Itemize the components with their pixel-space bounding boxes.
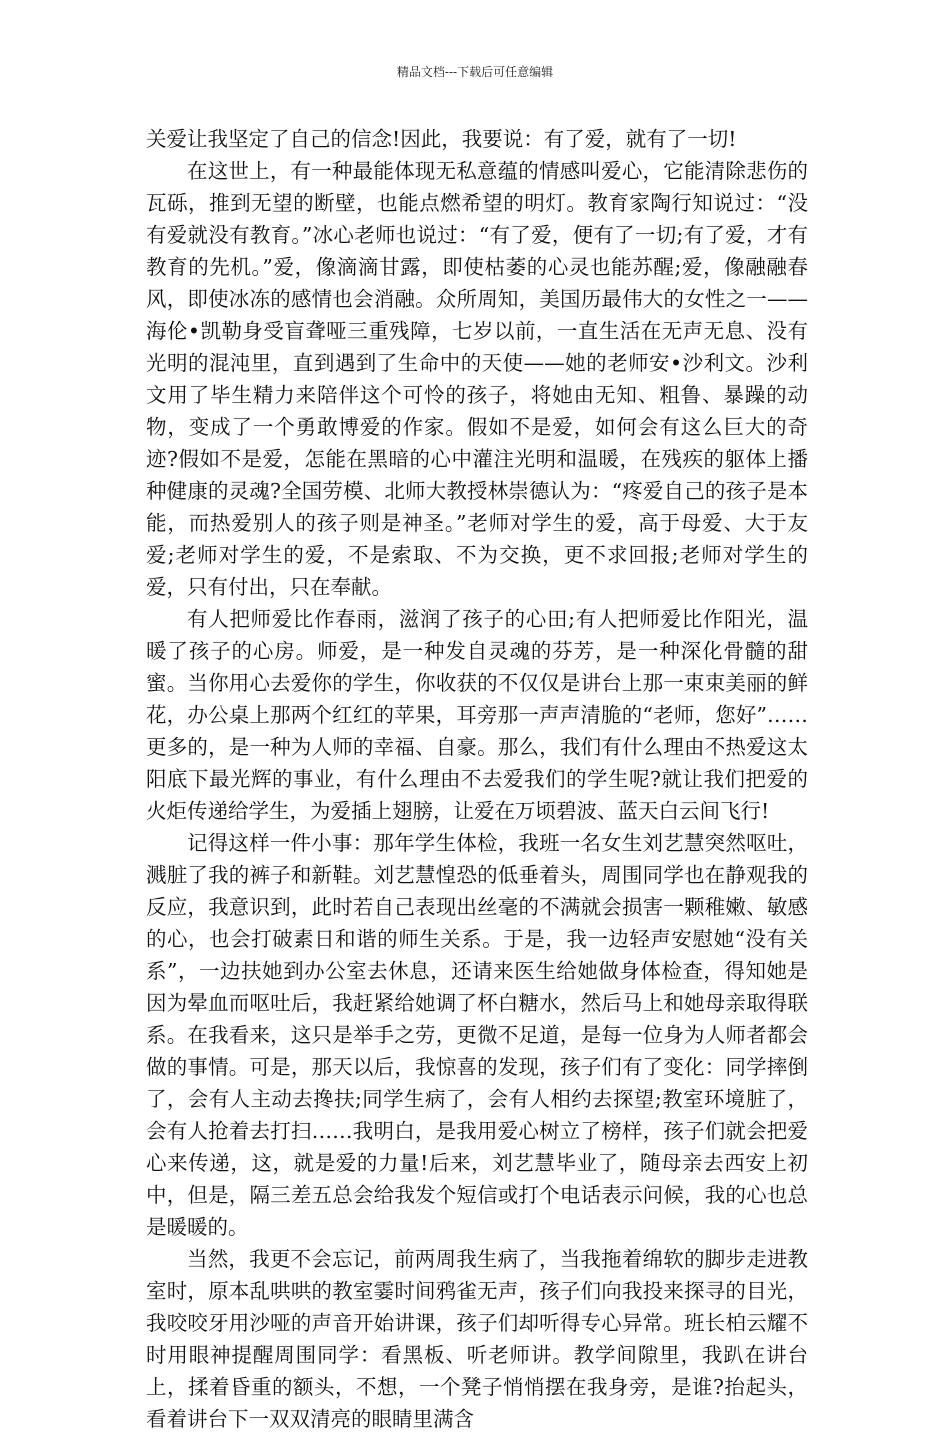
page-header: 精品文档---下载后可任意编辑 [396, 65, 554, 79]
document-body [146, 123, 808, 1435]
paragraph-1: 关爱让我坚定了自己的信念!因此，我要说：有了爱，就有了一切! [146, 127, 737, 151]
paragraph-2: 在这世上，有一种最能体现无私意蕴的情感叫爱心，它能清除悲伤的瓦砾，推到无望的断壁，也能点燃希望的明灯。教育家陶行知说过：“没有爱就没有教育。”冰心老师也说过：“有了爱，便有了一切;有了爱，才有教育的先机。”爱，像滴滴甘露，即使枯萎的心灵也能苏醒;爱，像融融春风，即使冰冻的感情也会消融。众所周知，美国历最伟大的女性之一——海伦•凯勒身受盲聋哑三重残障，七岁以前，一直生活在无声无息、没有光明的混沌里，直到遇到了生命中的天使——她的老师安•沙利文。沙利文用了毕生精力来陪伴这个可怜的孩子，将她由无知、粗鲁、暴躁的动物，变成了一个勇敢博爱的作家。假如不是爱，如何会有这么巨大的奇迹?假如不是爱，怎能在黑暗的心中灌注光明和温暖，在残疾的躯体上播种健康的灵魂?全国劳模、北师大教授林崇德认为：“疼爱自己的孩子是本能，而热爱别人的孩子则是神圣。”老师对学生的爱，高于母爱、大于友爱;老师对学生的爱，不是索取、不为交换，更不求回报;老师对学生的爱，只有付出，只在奉献。 [146, 159, 808, 599]
paragraph-5: 当然，我更不会忘记，前两周我生病了，当我拖着绵软的脚步走进教室时，原本乱哄哄的教室霎时间鸦雀无声，孩子们向我投来探寻的目光，我咬咬牙用沙哑的声音开始讲课，孩子们却听得专心异常。班长柏云耀不时用眼神提醒周围同学：看黑板、听老师讲。教学间隙里，我趴在讲台上，揉着昏重的额头，不想，一个凳子悄悄摆在我身旁，是谁?抬起头，看着讲台下一双双清亮的眼睛里满含 [146, 1247, 808, 1431]
paragraph-4: 记得这样一件小事：那年学生体检，我班一名女生刘艺慧突然呕吐，溅脏了我的裤子和新鞋。刘艺慧惶恐的低垂着头，周围同学也在静观我的反应，我意识到，此时若自己表现出丝毫的不满就会损害一颗稚嫩、敏感的心，也会打破素日和谐的师生关系。于是，我一边轻声安慰她“没有关系”，一边扶她到办公室去休息，还请来医生给她做身体检查，得知她是因为晕血而呕吐后，我赶紧给她调了杯白糖水，然后马上和她母亲取得联系。在我看来，这只是举手之劳，更微不足道，是每一位身为人师者都会做的事情。可是，那天以后，我惊喜的发现，孩子们有了变化：同学摔倒了，会有人主动去搀扶;同学生病了，会有人相约去探望;教室环境脏了，会有人抢着去打扫……我明白，是我用爱心树立了榜样，孩子们就会把爱心来传递，这，就是爱的力量!后来，刘艺慧毕业了，随母亲去西安上初中，但是，隔三差五总会给我发个短信或打个电话表示问候，我的心也总是暖暖的。 [146, 831, 808, 1239]
paragraph-3: 有人把师爱比作春雨，滋润了孩子的心田;有人把师爱比作阳光，温暖了孩子的心房。师爱，是一种发自灵魂的芬芳，是一种深化骨髓的甜蜜。当你用心去爱你的学生，你收获的不仅仅是讲台上那一束束美丽的鲜花，办公桌上那两个红红的苹果，耳旁那一声声清脆的“老师，您好”……更多的，是一种为人师的幸福、自豪。那么，我们有什么理由不热爱这太阳底下最光辉的事业，有什么理由不去爱我们的学生呢?就让我们把爱的火炬传递给学生，为爱插上翅膀，让爱在万顷碧波、蓝天白云间飞行! [146, 607, 808, 823]
